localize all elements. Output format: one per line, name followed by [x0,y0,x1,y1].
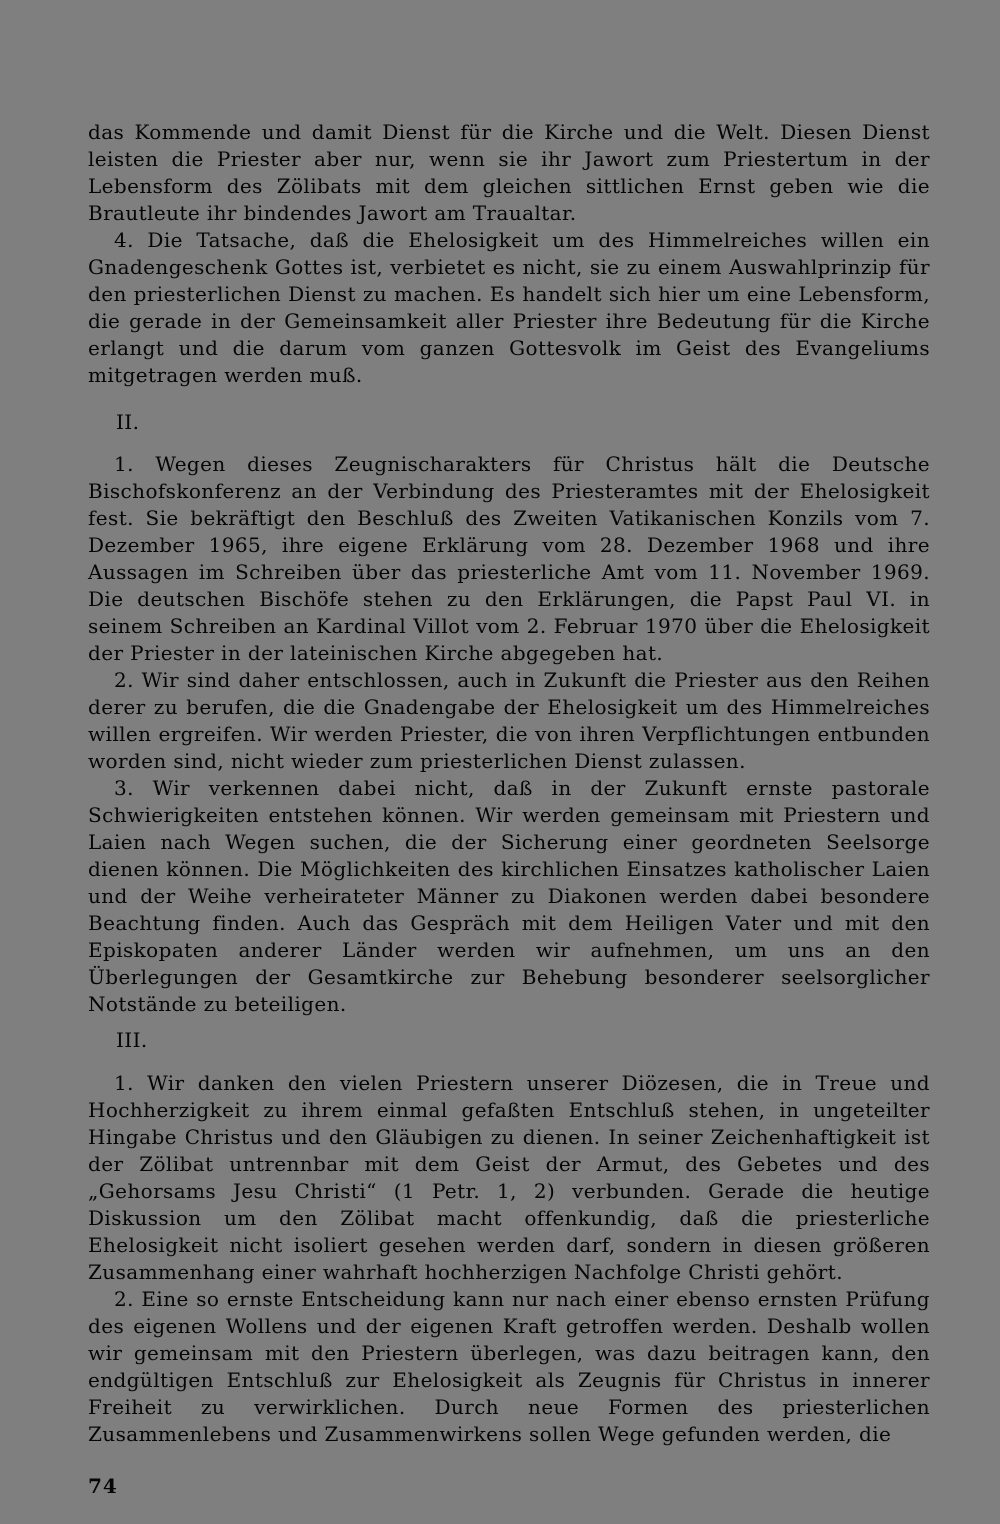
section-two-paragraph-3: 3. Wir verkennen dabei nicht, daß in der Zukunft ernste pastorale Schwierigkeiten entstehen können. Wir werden gemeinsam mit Priestern und Laien nach Wegen suchen, die der Sicherung einer geordneten Seelsorge dienen können. Die Möglichkeiten des kirchlichen Einsatzes katholischer Laien und der Weihe verheirateter Männer zu Diakonen werden dabei besondere Beachtung finden. Auch das Gespräch mit dem Heiligen Vater und mit den Episkopaten anderer Länder werden wir aufnehmen, um uns an den Überlegungen der Gesamtkirche zur Behebung besonderer seelsorglicher Notstände zu beteiligen. [88,776,930,1016]
section-three-paragraph-1: 1. Wir danken den vielen Priestern unserer Diözesen, die in Treue und Hochherzigkeit zu ihrem einmal gefaßten Entschluß stehen, in ungeteilter Hingabe Christus und den Gläubigen zu dienen. In seiner Zeichenhaftigkeit ist der Zölibat untrennbar mit dem Geist der Armut, des Gebetes und des „Gehorsams Jesu Christi“ (1 Petr. 1, 2) verbunden. Gerade die heutige Diskussion um den Zölibat macht offenkundig, daß die priesterliche Ehelosigkeit nicht isoliert gesehen werden darf, sondern in diesen größeren Zusammenhang einer wahrhaft hochherzigen Nachfolge Christi gehört. [88,1071,930,1284]
section-two-paragraph-2: 2. Wir sind daher entschlossen, auch in Zukunft die Priester aus den Reihen derer zu berufen, die die Gnadengabe der Ehelosigkeit um des Himmelreiches willen ergreifen. Wir werden Priester, die von ihren Verpflichtungen entbunden worden sind, nicht wieder zum priesterlichen Dienst zulassen. [88,668,930,773]
section-three [88,1027,930,1448]
paragraph-point-4: 4. Die Tatsache, daß die Ehelosigkeit um des Himmelreiches willen ein Gnadengeschenk Gottes ist, verbietet es nicht, sie zu einem Auswahlprinzip für den priesterlichen Dienst zu machen. Es handelt sich hier um eine Lebensform, die gerade in der Gemeinsamkeit aller Priester ihre Bedeutung für die Kirche erlangt und die darum vom ganzen Gottesvolk im Geist des Evangeliums mitgetragen werden muß. [88,228,930,387]
section-two-paragraph-1: 1. Wegen dieses Zeugnischarakters für Christus hält die Deutsche Bischofskonferenz an der Verbindung des Priesteramtes mit der Ehelosigkeit fest. Sie bekräftigt den Beschluß des Zweiten Vatikanischen Konzils vom 7. Dezember 1965, ihre eigene Erklärung vom 28. Dezember 1968 und ihre Aussagen im Schreiben über das priesterliche Amt vom 11. November 1969. Die deutschen Bischöfe stehen zu den Erklärungen, die Papst Paul VI. in seinem Schreiben an Kardinal Villot vom 2. Februar 1970 über die Ehelosigkeit der Priester in der lateinischen Kirche abgegeben hat. [88,452,930,665]
continued-text-block [88,119,930,389]
page-number: 74 [88,1474,118,1498]
section-three-paragraph-2: 2. Eine so ernste Entscheidung kann nur nach einer ebenso ernsten Prüfung des eigenen Wollens und der eigenen Kraft getroffen werden. Deshalb wollen wir gemeinsam mit den Priestern überlegen, was dazu beitragen kann, den endgültigen Entschluß zur Ehelosigkeit als Zeugnis für Christus in innerer Freiheit zu verwirklichen. Durch neue Formen des priesterlichen Zusammenlebens und Zusammenwirkens sollen Wege gefunden werden, die [88,1287,930,1446]
paragraph-continuation: das Kommende und damit Dienst für die Kirche und die Welt. Diesen Dienst leisten die Priester aber nur, wenn sie ihr Jawort zum Priestertum in der Lebensform des Zölibats mit dem gleichen sittlichen Ernst geben wie die Brautleute ihr bindendes Jawort am Traualtar. [88,120,930,225]
section-heading-ii: II. [116,410,140,434]
section-heading-iii: III. [116,1028,148,1052]
section-two [88,409,930,1018]
